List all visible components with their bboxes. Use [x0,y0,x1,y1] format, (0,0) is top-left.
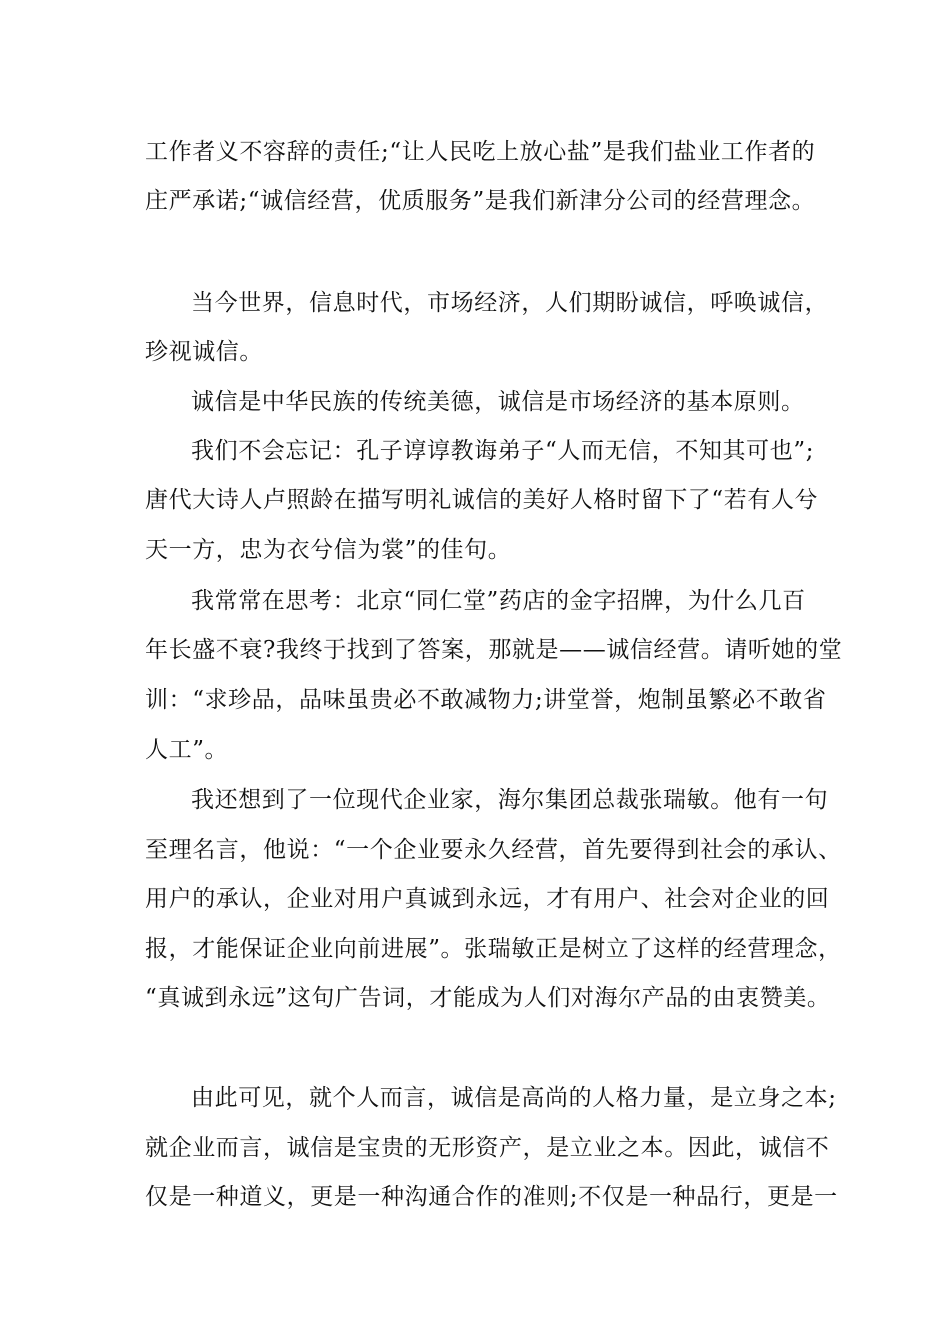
text-line: 天一方，忠为衣兮信为裳”的佳句。 [145,537,512,563]
paragraph-line: 诚信是中华民族的传统美德，诚信是市场经济的基本原则。 [191,389,805,415]
text-line: 人工”。 [145,737,229,763]
text-line: 报，才能保证企业向前进展”。张瑞敏正是树立了这样的经营理念， [145,936,842,962]
text-line: 年长盛不衰?我终于找到了答案，那就是——诚信经营。请听她的堂 [145,637,843,663]
paragraph-line: 我还想到了一位现代企业家，海尔集团总裁张瑞敏。他有一句 [191,787,829,813]
text-line: 训：“求珍品，品味虽贵必不敢减物力;讲堂誉，炮制虽繁必不敢省 [145,687,827,713]
paragraph-line: 我常常在思考：北京“同仁堂”药店的金字招牌，为什么几百 [191,588,806,614]
text-line: 用户的承认，企业对用户真诚到永远，才有用户、社会对企业的回 [145,886,830,912]
text-line: 庄严承诺;“诚信经营，优质服务”是我们新津分公司的经营理念。 [145,188,816,214]
text-line: 仅是一种道义，更是一种沟通合作的准则;不仅是一种品行，更是一 [145,1184,838,1210]
text-line: “真诚到永远”这句广告词，才能成为人们对海尔产品的由衷赞美。 [145,985,831,1011]
text-line: 珍视诚信。 [145,339,263,365]
text-line: 唐代大诗人卢照龄在描写明礼诚信的美好人格时留下了“若有人兮 [145,487,819,513]
text-line: 至理名言，他说：“一个企业要永久经营，首先要得到社会的承认、 [145,837,842,863]
paragraph-line: 我们不会忘记：孔子谆谆教诲弟子“人而无信，不知其可也”; [191,438,815,464]
text-line: 就企业而言，诚信是宝贵的无形资产，是立业之本。因此，诚信不 [145,1135,830,1161]
paragraph-line: 当今世界，信息时代，市场经济，人们期盼诚信，呼唤诚信， [191,290,829,316]
text-line: 工作者义不容辞的责任;“让人民吃上放心盐”是我们盐业工作者的 [145,139,816,165]
paragraph-line: 由此可见，就个人而言，诚信是高尚的人格力量，是立身之本; [191,1085,837,1111]
